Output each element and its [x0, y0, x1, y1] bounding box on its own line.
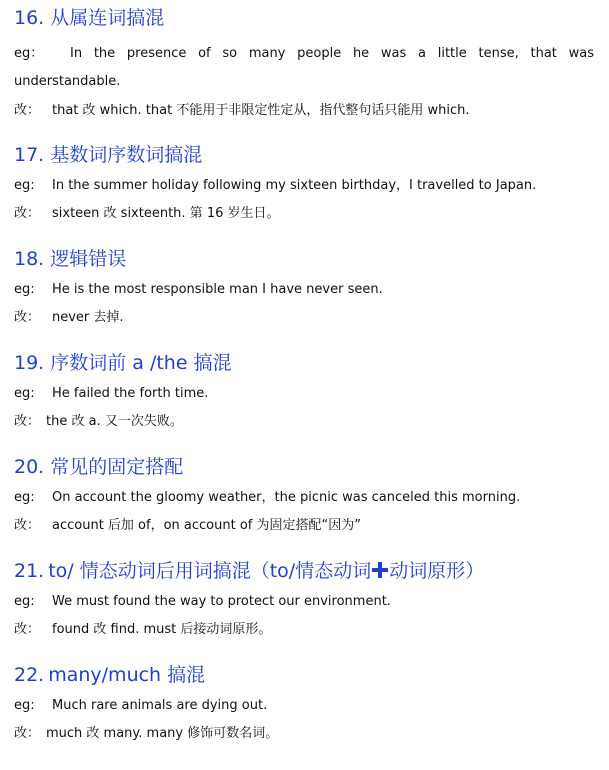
example-tag: eg:	[14, 698, 35, 713]
section-title: 序数词前 a /the 搞混	[50, 352, 232, 374]
section-number: 16.	[14, 7, 45, 29]
correction-tag: 改：	[14, 206, 41, 221]
section-number: 20.	[14, 456, 45, 478]
example-tag: eg:	[14, 490, 35, 505]
section-17	[14, 137, 594, 223]
section-title: 常见的固定搭配	[50, 456, 184, 478]
correction-text: never 去掉.	[52, 310, 124, 325]
correction-text: found 改 find. must 后接动词原形。	[52, 622, 272, 637]
correction-tag: 改：	[14, 103, 41, 118]
section-number: 17.	[14, 144, 45, 166]
example-tag: eg：	[14, 46, 44, 61]
example-line	[14, 593, 594, 611]
section-18	[14, 241, 594, 327]
section-title: many/much 搞混	[48, 664, 206, 686]
example-text: In the presence of so many people he was a little tense, that was understandable.	[14, 46, 594, 89]
section-20	[14, 449, 594, 535]
example-text: We must found the way to protect our environment.	[52, 594, 391, 609]
example-line	[14, 281, 594, 299]
section-16	[14, 0, 594, 120]
example-line	[14, 177, 594, 195]
section-number: 21.	[14, 560, 45, 582]
example-tag: eg:	[14, 386, 35, 401]
correction-text: that 改 which. that 不能用于非限定性定从，指代整句话只能用 which.	[52, 103, 470, 118]
correction-line	[14, 102, 594, 120]
correction-line	[14, 413, 594, 431]
example-line	[14, 697, 594, 715]
correction-tag: 改：	[14, 414, 41, 429]
example-tag: eg:	[14, 178, 35, 193]
section-number: 19.	[14, 352, 45, 374]
example-line	[14, 385, 594, 403]
correction-tag: 改：	[14, 310, 41, 325]
correction-text: much 改 many. many 修饰可数名词。	[46, 726, 279, 741]
plus-icon	[372, 562, 388, 578]
section-heading	[14, 247, 594, 271]
example-text: Much rare animals are dying out.	[52, 698, 268, 713]
section-heading	[14, 455, 594, 479]
section-22	[14, 657, 594, 743]
section-title-part2: 动词原形）	[389, 560, 485, 582]
section-title: 逻辑错误	[50, 248, 127, 270]
example-text: In the summer holiday following my sixteen birthday，I travelled to Japan.	[52, 178, 537, 193]
example-line	[14, 489, 594, 507]
section-heading	[14, 559, 594, 583]
section-heading	[14, 6, 594, 30]
section-heading	[14, 351, 594, 375]
correction-text: account 后加 of，on account of 为固定搭配“因为”	[52, 518, 361, 533]
correction-tag: 改：	[14, 726, 41, 741]
example-tag: eg:	[14, 282, 35, 297]
section-title: 从属连词搞混	[50, 7, 165, 29]
correction-text: sixteen 改 sixteenth. 第 16 岁生日。	[52, 206, 280, 221]
example-text: He failed the forth time.	[52, 386, 209, 401]
correction-line	[14, 205, 594, 223]
correction-tag: 改：	[14, 622, 41, 637]
correction-line	[14, 621, 594, 639]
correction-line	[14, 725, 594, 743]
section-21	[14, 553, 594, 639]
section-heading	[14, 143, 594, 167]
correction-line	[14, 517, 594, 535]
example-text: He is the most responsible man I have never seen.	[52, 282, 383, 297]
section-title-part1: to/ 情态动词后用词搞混（to/情态动词	[48, 560, 372, 582]
example-line	[14, 40, 594, 96]
section-heading	[14, 663, 594, 687]
correction-text: the 改 a. 又一次失败。	[46, 414, 183, 429]
section-title: 基数词序数词搞混	[50, 144, 203, 166]
example-text: On account the gloomy weather，the picnic was canceled this morning.	[52, 490, 521, 505]
section-number: 22.	[14, 664, 45, 686]
example-tag: eg:	[14, 594, 35, 609]
correction-line	[14, 309, 594, 327]
correction-tag: 改：	[14, 518, 41, 533]
section-number: 18.	[14, 248, 45, 270]
section-19	[14, 345, 594, 431]
